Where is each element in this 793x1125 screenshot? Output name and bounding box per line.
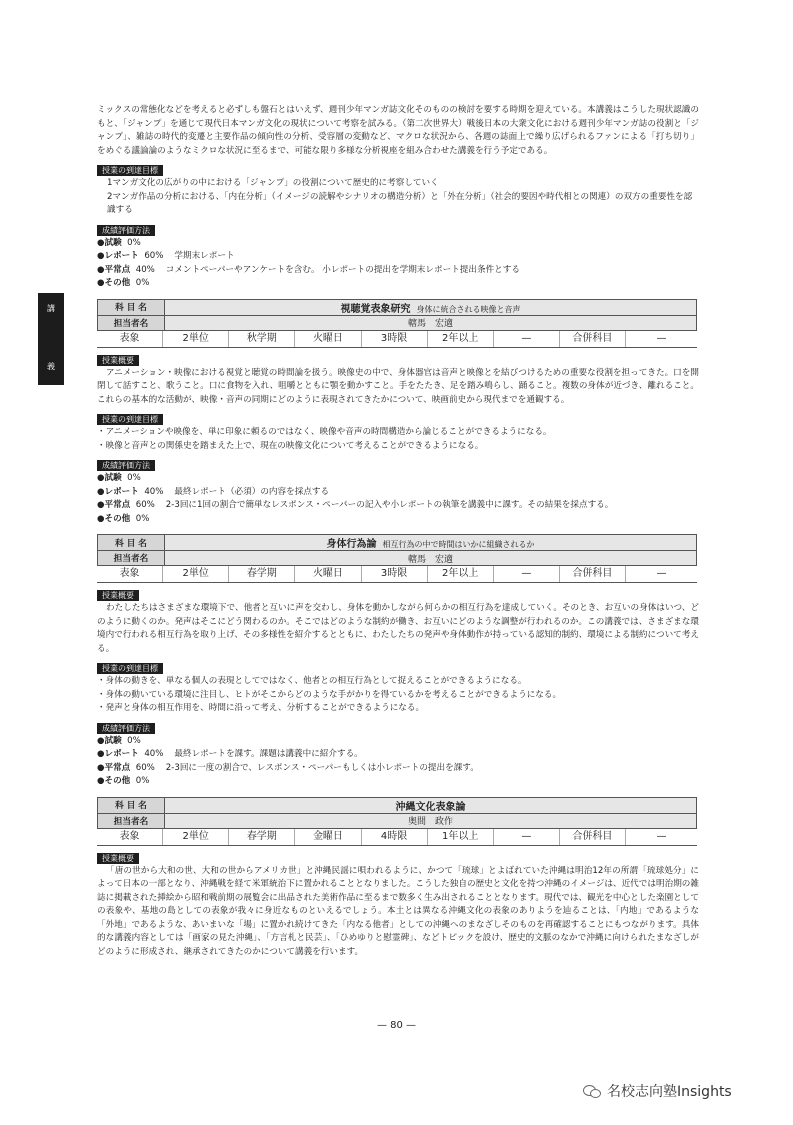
goal-line: 1マンガ文化の広がりの中における「ジャンプ」の役割について歴史的に考察していく (107, 178, 439, 188)
section-header: 授業の到達目標 (97, 663, 163, 674)
instructor-label: 担当者名 (98, 551, 165, 566)
instructor-label: 担当者名 (98, 813, 165, 828)
attr-dash: — (494, 829, 560, 845)
section-header: 成績評価方法 (97, 460, 155, 471)
course-title: 身体行為論 (326, 539, 377, 550)
goal-line: ・映像と音声との関係史を踏まえた上で、現在の映像文化について考えることができるようになる。 (97, 440, 484, 451)
instructor-name: 轄馬 宏適 (165, 551, 697, 566)
goal-line: 2マンガ作品の分析における、「内在分析」（イメージの読解やシナリオの構造分析）と「外在分析」（社会的要因や時代相との関連）の双方の重要性を認識する (107, 191, 693, 215)
course-table (97, 299, 697, 331)
course-outline: わたしたちはさまざまな環境下で、他者と互いに声を交わし、身体を動かしながら何らかの相互行為を達成していく。そのとき、お互いの身体はいつ、どのように動くのか。発声はそこにどう関わるのか。そこではどのような制約が働き、お互いにどのような調整が行われるのか。この講義では、さまざまな環境内で行われる相互行為を取り上げ、その多様性を紹介するとともに、わたしたちの発声や身体動作が持っている認知的制約、環境による制約について考える。 (97, 603, 699, 654)
eval-item: ●レポート 40% 最終レポートを課す。課題は講義中に紹介する。 (97, 749, 363, 759)
attr-credits: 2単位 (163, 331, 229, 347)
section-header: 授業概要 (97, 355, 139, 366)
attr-category: 表象 (97, 331, 163, 347)
attr-dash: — (656, 568, 667, 579)
course-attributes (97, 331, 697, 348)
course-attributes (97, 566, 697, 583)
intro-paragraph: ミックスの常態化などを考えると必ずしも盤石とはいえず、週刊少年マンガ誌文化そのものの検討を要する時期を迎えている。本講義はこうした現状認識のもと、「ジャンプ」を通じて現代日本マンガ文化の現状について考察を試みる。（第二次世界大）戦後日本の大衆文化における週刊少年マンガ誌の役割と「ジャンプ」、雑誌の時代的変遷と主要作品の傾向性の分析、受容層の変動など、マクロな状況から、各週の誌面上で繰り広げられるファンによる「打ち切り」をめぐる議論論のようなミクロな状況に至るまで、可能な限り多様な分析視座を組み合わせた講義を行う予定である。 (97, 105, 699, 156)
course-outline: アニメーション・映像における視覚と聴覚の時間論を扱う。映像史の中で、身体器官は音声と映像とを結びつけるための重要な役割を担ってきた。口を開閉して話すこと、歌うこと。口に食物を入れ、咀嚼とともに顎を動かすこと。手をたたき、足を踏み鳴らし、踊ること。複数の身体が近づき、離れること。これらの基本的な活動が、映像・音声の同期にどのように表現されてきたかについて、映画前史から現代までを通観する。 (97, 367, 699, 405)
eval-item: ●レポート 40% 最終レポート（必須）の内容を採点する (97, 486, 330, 497)
side-tab-label-1: 講 (47, 304, 55, 313)
instructor-label: 担当者名 (98, 315, 165, 330)
attr-dash: — (494, 331, 560, 347)
course-attributes (97, 829, 697, 846)
course-title-cell (165, 797, 697, 813)
attr-year: 2年以上 (428, 331, 494, 347)
eval-item: ●平常点 60% 2-3回に1回の割合で簡単なレスポンス・ペーパーの記入や小レポートの執筆を講義中に課す。その結果を採点する。 (97, 500, 614, 510)
course-title-cell (165, 299, 697, 315)
goal-line: ・身体の動いている環境に注目し、ヒトがそこからどのような手がかりを得ているかを考えることができるようになる。 (97, 689, 562, 700)
section-header: 授業概要 (97, 853, 139, 864)
eval-item: ●平常点 60% 2-3回に一度の割合で、レスポンス・ペーパーもしくは小レポートの提出を課す。 (97, 762, 479, 773)
attr-combined: 合併科目 (560, 331, 626, 347)
course-title: 視聴覚表象研究 (340, 303, 411, 315)
eval-item: ●その他 0% (97, 776, 150, 786)
watermark (583, 1081, 732, 1101)
section-header: 成績評価方法 (97, 225, 155, 236)
attr-day: 金曜日 (295, 829, 361, 845)
attr-day: 火曜日 (295, 566, 361, 582)
course-title: 沖縄文化表象論 (395, 801, 466, 813)
attr-dash: — (494, 566, 560, 582)
attr-credits: 2単位 (163, 566, 229, 582)
page-content (97, 104, 699, 959)
goal-line: ・発声と身体の相互作用を、時間に沿って考え、分析することができるようになる。 (97, 703, 425, 713)
attr-dash: — (656, 332, 667, 344)
attr-category: 表象 (97, 566, 163, 582)
instructor-name: 奥間 政作 (165, 813, 697, 828)
attr-combined: 合併科目 (560, 829, 626, 845)
eval-item: ●試験 0% (97, 237, 141, 248)
subject-label: 科 目 名 (98, 299, 165, 315)
section-header: 成績評価方法 (97, 723, 155, 734)
section-header: 授業の到達目標 (97, 165, 163, 176)
course-table (97, 797, 697, 829)
course-subtitle: 身体に統合される映像と音声 (416, 304, 521, 314)
subject-label: 科 目 名 (98, 797, 165, 813)
page-number: — 80 — (376, 1020, 417, 1031)
eval-item: ●レポート 60% 学期末レポート (97, 251, 235, 261)
subject-label: 科 目 名 (98, 535, 165, 551)
course-outline: 「唐の世から大和の世、大和の世からアメリカ世」と沖縄民謡に唄われるように、かつて「琉球」とよばれていた沖縄は明治12年の所謂「琉球処分」によって日本の一部となり、沖縄戦を経て米軍統治下に置かれることとなりました。こうした独自の歴史と文化を持つ沖縄のイメージは、近代では明治期の雑誌に掲載された挿絵から昭和戦前期の展覧会に出品された美術作品に至るまで数多く生み出されることとなります。現代では、観光を中心とした楽園としての表象や、基地の島としての表象が我々に身近なものといえるでしょう。本土とは異なる沖縄文化の表象のありようを辿ることは、「内地」であるような「外地」であるような、あいまいな「場」に置かれ続けてきた「内なる他者」としての沖縄へのまなざしそのものを再確認することにもつながります。具体的な講義内容としては「画家の見た沖縄」、「方言札と民芸」、「ひめゆりと慰霊碑」、などトピックを設け、歴史的文脈のなかで沖縄に向けられたまなざしがどのように形成され、継承されてきたのかについて講義を行います。 (97, 865, 699, 957)
chat-icon (583, 1084, 601, 1098)
attr-combined: 合併科目 (560, 566, 626, 582)
attr-period: 3時限 (362, 331, 428, 347)
eval-item: ●その他 0% (97, 513, 150, 524)
attr-credits: 2単位 (163, 829, 229, 845)
eval-list (97, 472, 699, 526)
eval-item: ●試験 0% (97, 473, 141, 483)
attr-semester: 秋学期 (229, 331, 295, 347)
course-subtitle: 相互行為の中で時間はいかに組織されるか (382, 540, 535, 549)
section-header: 授業概要 (97, 590, 139, 601)
attr-period: 4時限 (362, 829, 428, 845)
course-title-cell (165, 535, 697, 551)
attr-day: 火曜日 (295, 331, 361, 347)
goal-line: ・身体の動きを、単なる個人の表現としてではなく、他者との相互行為として捉えることができるようになる。 (97, 676, 527, 686)
attr-dash: — (656, 830, 667, 842)
instructor-name: 轄馬 宏適 (165, 315, 697, 330)
eval-item: ●その他 0% (97, 278, 150, 288)
course-table (97, 534, 697, 566)
attr-period: 3時限 (362, 566, 428, 582)
eval-item: ●平常点 40% コメントペーパーやアンケートを含む。 小レポートの提出を学期末レポート提出条件とする (97, 264, 520, 275)
eval-item: ●試験 0% (97, 735, 141, 746)
eval-list (97, 735, 699, 789)
attr-semester: 春学期 (229, 829, 295, 845)
eval-list (97, 237, 699, 291)
attr-year: 1年以上 (428, 829, 494, 845)
goal-line: ・アニメーションや映像を、単に印象に頼るのではなく、映像や音声の時間構造から論じることができるようになる。 (97, 427, 552, 437)
attr-year: 2年以上 (428, 566, 494, 582)
attr-semester: 春学期 (229, 566, 295, 582)
section-header: 授業の到達目標 (97, 414, 163, 425)
side-tab-label-2: 義 (47, 362, 55, 371)
attr-category: 表象 (97, 829, 163, 845)
watermark-text: 名校志向塾Insights (607, 1084, 732, 1100)
side-tab (38, 293, 64, 385)
